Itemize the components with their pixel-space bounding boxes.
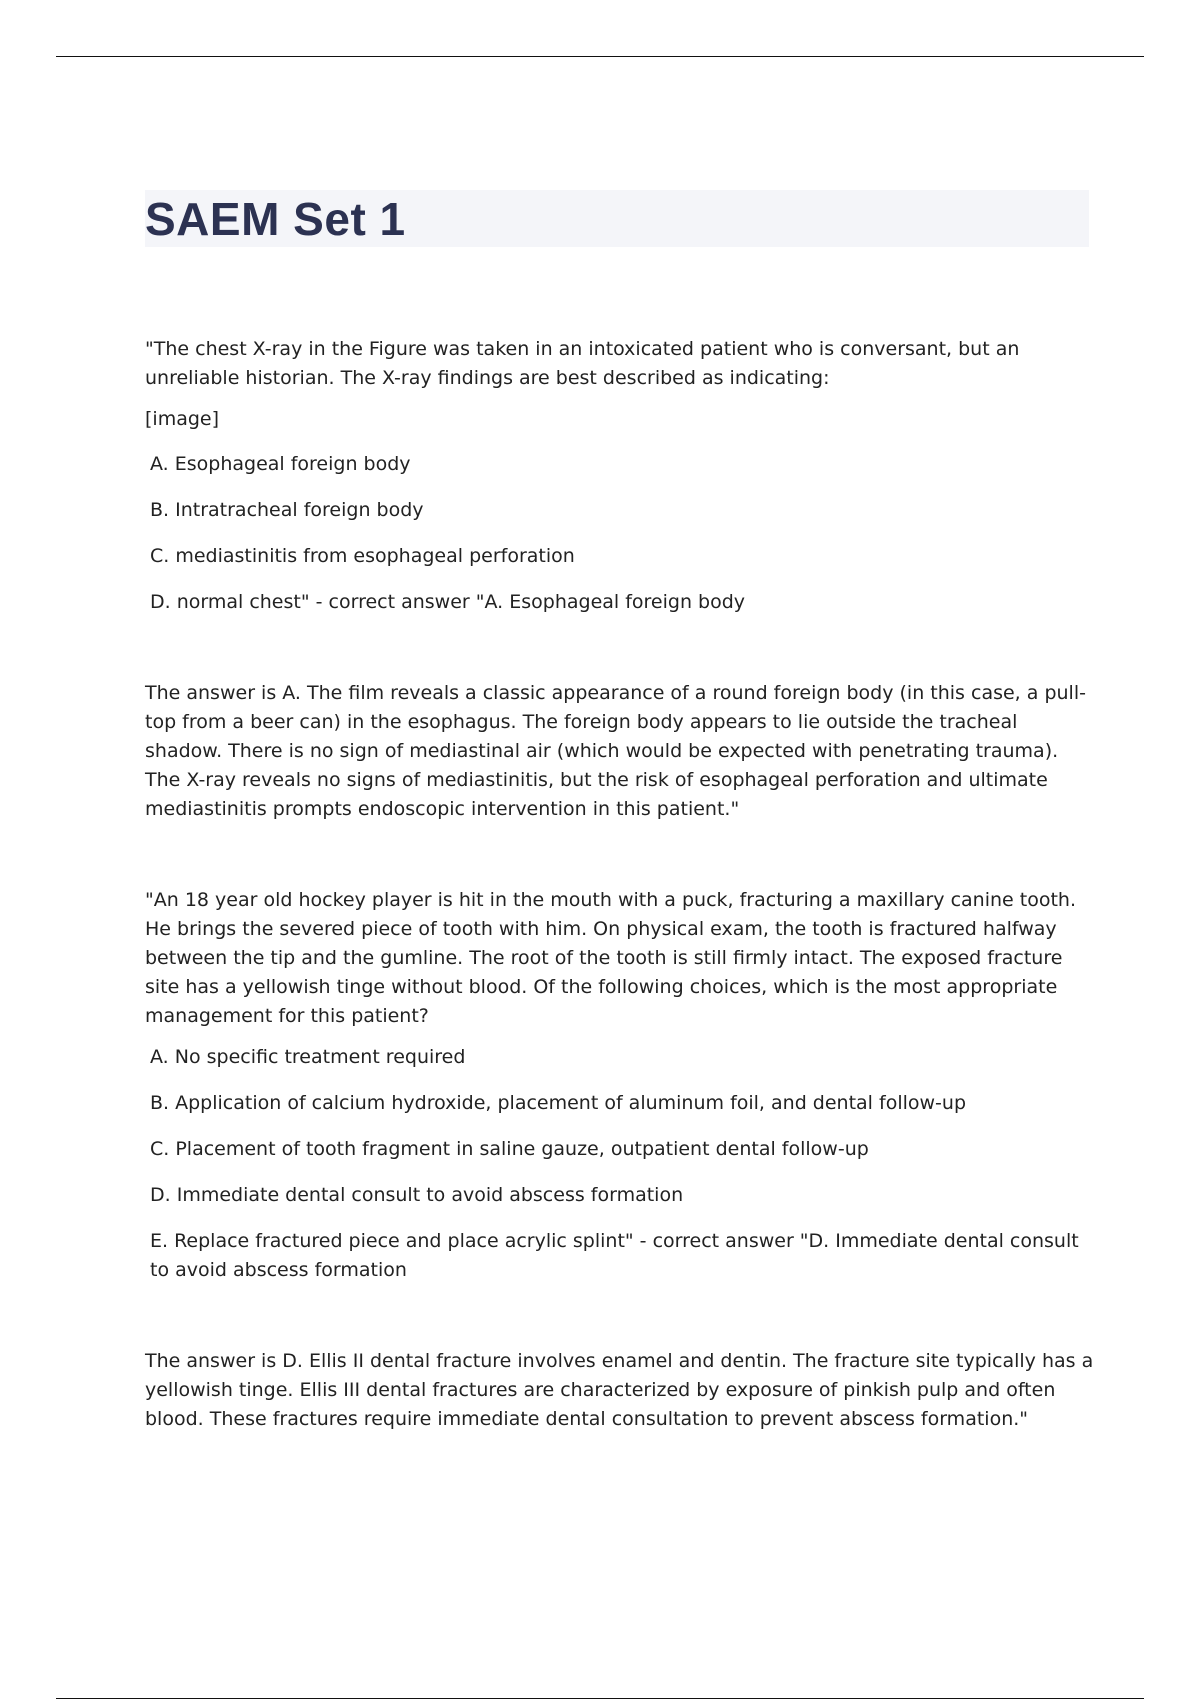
- answer-explanation: The answer is A. The film reveals a classic appearance of a round foreign body (in this case, a pull-top from a beer can) in the esophagus. The foreign body appears to lie outside the tracheal shadow. There is no sign of mediastinal air (which would be expected with penetrating trauma). The X-ray reveals no signs of mediastinitis, but the risk of esophageal perforation and ultimate mediastinitis prompts endoscopic intervention in this patient.": [145, 682, 1086, 820]
- document-body: [145, 335, 1095, 1434]
- answer-explanation: The answer is D. Ellis II dental fracture involves enamel and dentin. The fracture site typically has a yellowish tinge. Ellis III dental fractures are characterized by exposure of pinkish pulp and often blood. These fractures require immediate dental consultation to prevent abscess formation.": [145, 1350, 1094, 1430]
- answer-option-c: C. Placement of tooth fragment in saline gauze, outpatient dental follow-up: [150, 1138, 869, 1160]
- answer-option-d: D. Immediate dental consult to avoid abscess formation: [150, 1184, 684, 1206]
- spacer: [145, 617, 1095, 679]
- question-1: [145, 335, 1095, 824]
- image-placeholder: [image]: [145, 408, 220, 430]
- bottom-rule: [56, 1698, 1144, 1699]
- answer-option-d: D. normal chest" - correct answer "A. Esophageal foreign body: [150, 591, 746, 613]
- spacer: [145, 1285, 1095, 1347]
- question-stem: "The chest X-ray in the Figure was taken in an intoxicated patient who is conversant, but an unreliable historian. The X-ray findings are best described as indicating:: [145, 338, 1020, 389]
- question-stem: "An 18 year old hockey player is hit in the mouth with a puck, fracturing a maxillary canine tooth. He brings the severed piece of tooth with him. On physical exam, the tooth is fractured halfway between the tip and the gumline. The root of the tooth is still firmly intact. The exposed fracture site has a yellowish tinge without blood. Of the following choices, which is the most appropriate management for this patient?: [145, 889, 1076, 1027]
- top-rule: [56, 56, 1144, 57]
- question-2: [145, 886, 1095, 1434]
- answer-option-b: B. Application of calcium hydroxide, placement of aluminum foil, and dental follow-up: [150, 1092, 966, 1114]
- answer-option-a: A. No specific treatment required: [150, 1046, 466, 1068]
- spacer: [145, 824, 1095, 886]
- answer-option-b: B. Intratracheal foreign body: [150, 499, 424, 521]
- page-title: SAEM Set 1: [145, 193, 406, 245]
- answer-option-c: C. mediastinitis from esophageal perforation: [150, 545, 575, 567]
- answer-option-e: E. Replace fractured piece and place acrylic splint" - correct answer "D. Immediate dental consult to avoid abscess formation: [150, 1230, 1079, 1281]
- answer-option-a: A. Esophageal foreign body: [150, 453, 411, 475]
